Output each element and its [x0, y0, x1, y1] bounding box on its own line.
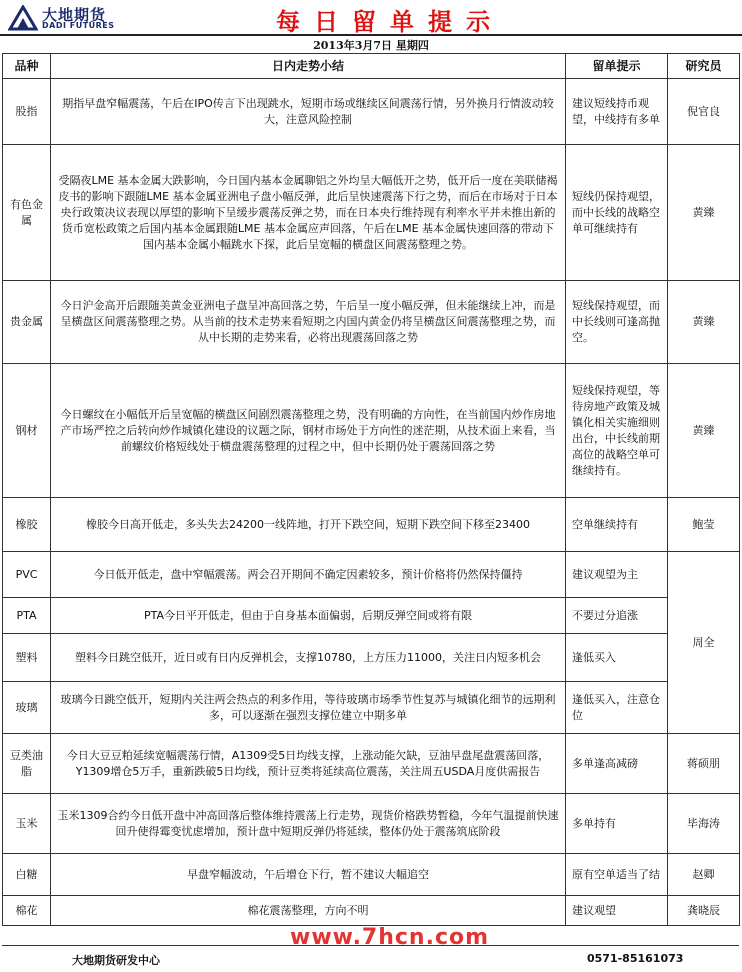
variety-cell: PTA: [3, 598, 51, 634]
summary-cell: 受隔夜LME 基本金属大跌影响，今日国内基本金属聊铝之外均呈大幅低开之势，低开后一度在美联储褐皮书的影响下跟随LME 基本金属亚洲电子盘小幅反弹，此后呈快速震荡下行之势，而后在市场对于日本央行政策决议表现以厚望的影响下呈缓步震荡反弹之势，而在日本央行维持现有利率水平并未推出新的货币宽松政策之后国内基本金属跟随LME 基本金属应声回落，午后在LME 基本金属快速回落的带动下国内基本金属小幅跳水下探，此后呈宽幅的横盘区间震荡整理之势。: [51, 145, 566, 281]
variety-cell: 豆类油脂: [3, 734, 51, 794]
researcher-cell: 黄臻: [668, 364, 740, 498]
advice-cell: 建议短线持币观望，中线持有多单: [566, 79, 668, 145]
table-row: [3, 364, 740, 498]
watermark: www.7hcn.com: [290, 925, 490, 950]
table-row: [3, 552, 740, 598]
variety-cell: 橡胶: [3, 498, 51, 552]
summary-cell: 今日大豆豆粕延续宽幅震荡行情，A1309受5日均线支撑，上涨动能欠缺，豆油早盘尾盘震荡回落，Y1309增仓5万手，重新跌破5日均线，预计豆类将延续高位震荡，关注周五USDA月度供需报告: [51, 734, 566, 794]
variety-cell: 玉米: [3, 794, 51, 854]
researcher-cell: 赵卿: [668, 854, 740, 896]
column-header-researcher: 研究员: [668, 54, 740, 79]
advice-cell: 短线仍保持观望，而中长线的战略空单可继续持有: [566, 145, 668, 281]
advice-cell: 原有空单适当了结: [566, 854, 668, 896]
variety-cell: 塑料: [3, 634, 51, 682]
advice-cell: 短线保持观望，而中长线则可逢高抛空。: [566, 281, 668, 364]
page-title: 每日留单提示: [276, 7, 504, 36]
researcher-cell: 毕海涛: [668, 794, 740, 854]
logo-subtext: DADI FUTURES: [42, 21, 115, 30]
table-row: [3, 682, 740, 734]
variety-cell: 白糖: [3, 854, 51, 896]
researcher-cell: 蒋硕朋: [668, 734, 740, 794]
variety-cell: 玻璃: [3, 682, 51, 734]
advice-cell: 短线保持观望，等待房地产政策及城镇化相关实施细则出台，中长线前期高位的战略空单可继续持有。: [566, 364, 668, 498]
variety-cell: 棉花: [3, 896, 51, 926]
variety-cell: PVC: [3, 552, 51, 598]
variety-cell: 钢材: [3, 364, 51, 498]
report-date: 2013年3月7日 星期四: [313, 39, 429, 52]
column-header-summary: 日内走势小结: [51, 54, 566, 79]
advice-cell: 逢低买入: [566, 634, 668, 682]
table-row: [3, 854, 740, 896]
summary-cell: 今日螺纹在小幅低开后呈宽幅的横盘区间剧烈震荡整理之势，没有明确的方向性，在当前国内炒作房地产市场严控之后转向炒作城镇化建设的议题之际，钢材市场处于方向性的迷茫期，从技术面上来看，当前螺纹价格短线处于横盘震荡整理的过程之中，但中长期仍处于震荡回落之势: [51, 364, 566, 498]
table-row: [3, 634, 740, 682]
advice-cell: 不要过分追涨: [566, 598, 668, 634]
column-header-variety: 品种: [3, 54, 51, 79]
table-row: [3, 794, 740, 854]
researcher-cell: 龚晓辰: [668, 896, 740, 926]
researcher-cell: 黄臻: [668, 145, 740, 281]
summary-cell: 今日沪金高开后跟随美黄金亚洲电子盘呈冲高回落之势，午后呈一度小幅反弹，但未能继续上冲，而是呈横盘区间震荡整理之势。从当前的技术走势来看短期之内国内黄金仍将呈横盘区间震荡整理之势，而从中长期的走势来看，必将出现震荡回落之势: [51, 281, 566, 364]
advice-table: [2, 53, 740, 926]
researcher-cell: 倪官良: [668, 79, 740, 145]
table-row: [3, 79, 740, 145]
footer-phone: 0571-85161073: [587, 952, 684, 965]
researcher-cell: 周全: [668, 552, 740, 734]
table-header-row: [3, 54, 740, 79]
summary-cell: 今日低开低走，盘中窄幅震荡。两会召开期间不确定因素较多，预计价格将仍然保持僵持: [51, 552, 566, 598]
report-footer: [2, 945, 739, 970]
table-row: [3, 281, 740, 364]
advice-cell: 多单持有: [566, 794, 668, 854]
advice-cell: 建议观望: [566, 896, 668, 926]
researcher-cell: 黄臻: [668, 281, 740, 364]
table-row: [3, 896, 740, 926]
summary-cell: 期指早盘窄幅震荡，午后在IPO传言下出现跳水，短期市场或继续区间震荡行情，另外换月行情波动较大，注意风险控制: [51, 79, 566, 145]
logo-text: 大地期货: [42, 6, 107, 24]
table-row: [3, 498, 740, 552]
summary-cell: 棉花震荡整理，方向不明: [51, 896, 566, 926]
summary-cell: 橡胶今日高开低走，多头失去24200一线阵地，打开下跌空间，短期下跌空间下移至23400: [51, 498, 566, 552]
table-row: [3, 734, 740, 794]
advice-cell: 空单继续持有: [566, 498, 668, 552]
variety-cell: 有色金属: [3, 145, 51, 281]
column-header-advice: 留单提示: [566, 54, 668, 79]
summary-cell: 塑料今日跳空低开，近日或有日内反弹机会，支撑10780，上方压力11000，关注日内短多机会: [51, 634, 566, 682]
summary-cell: 玉米1309合约今日低开盘中冲高回落后整体维持震荡上行走势，现货价格跌势暂稳，今年气温提前快速回升使得霉变忧虑增加，预计盘中短期反弹仍将延续，整体仍处于震荡筑底阶段: [51, 794, 566, 854]
advice-cell: 建议观望为主: [566, 552, 668, 598]
variety-cell: 股指: [3, 79, 51, 145]
summary-cell: 玻璃今日跳空低开，短期内关注两会热点的利多作用，等待玻璃市场季节性复苏与城镇化细节的远期利多，可以逐渐在强烈支撑位建立中期多单: [51, 682, 566, 734]
variety-cell: 贵金属: [3, 281, 51, 364]
advice-cell: 多单逢高减磅: [566, 734, 668, 794]
table-row: [3, 145, 740, 281]
summary-cell: PTA今日平开低走，但由于自身基本面偏弱，后期反弹空间或将有限: [51, 598, 566, 634]
report-header: [0, 0, 742, 36]
table-row: [3, 598, 740, 634]
researcher-cell: 鲍莹: [668, 498, 740, 552]
dadi-logo-icon: [8, 5, 38, 31]
footer-org: 大地期货研发中心: [72, 954, 160, 967]
advice-cell: 逢低买入，注意仓位: [566, 682, 668, 734]
summary-cell: 早盘窄幅波动，午后增仓下行，暂不建议大幅追空: [51, 854, 566, 896]
